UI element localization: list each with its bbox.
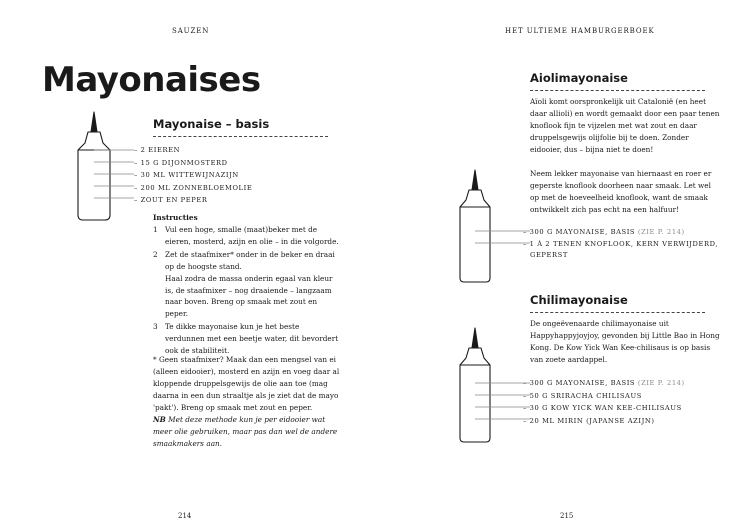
ingredient-item: – 30 G KOW YICK WAN KEE-CHILISAUS	[523, 404, 682, 413]
squeeze-bottle-icon	[457, 326, 532, 448]
aioli-method: Neem lekker mayonaise van hiernaast en roer er geperste knoflook doorheen naar smaak. Let wel op met de hoeveelheid knoflook, want de smaak ontwikkelt zich pas echt na een halfuur!	[530, 169, 712, 214]
instruction-step: 3 Te dikke mayonaise kun je het beste verdunnen met een beetje water, dit bevordert ook de stabiliteit.	[153, 322, 339, 356]
instruction-steps	[153, 224, 341, 358]
chapter-title: Mayonaises	[42, 60, 261, 100]
footnote: * Geen staafmixer? Maak dan een mengsel van ei (alleen eidooier), mosterd en azijn en voeg daar al kloppende druppelsgewijs de olie aan toe (mag daarna in een dun straaltje als je ziet dat de mayo 'pakt'). Breng op smaak met zout en peper.	[153, 355, 340, 412]
nb-text: Met deze methode kun je per eidooier wat meer olie gebruiken, maar pas dan wel de andere smaakmakers aan.	[153, 415, 338, 448]
running-head-right: HET ULTIEME HAMBURGERBOEK	[505, 27, 655, 35]
instructions-heading: Instructies	[153, 213, 198, 222]
squeeze-bottle-icon	[457, 168, 532, 288]
chili-intro: De ongeëvenaarde chilimayonaise uit Happyhappyjoyjoy, gevonden bij Little Bao in Hong Kong. De Kow Yick Wan Kee-chilisaus is op basis van zoete aardappel.	[530, 319, 720, 364]
folio-left: 214	[178, 512, 192, 520]
ingredient-list-chili	[523, 377, 685, 427]
aioli-intro: Aïoli komt oorspronkelijk uit Catalonië (en heet daar allioli) en wordt gemaakt door een paar tenen knoflook fijn te vijzelen met wat zout en daar druppelsgewijs olijfolie bij te doen. Zonder eidooier, dus – bijna niet te doen!	[530, 97, 720, 154]
recipe-title-basis: Mayonaise – basis	[153, 117, 270, 131]
ingredient-item: – 15 G DIJONMOSTERD	[134, 158, 228, 167]
recipe-title-aioli: Aiolimayonaise	[530, 71, 628, 85]
ingredient-item: – 300 G MAYONAISE, BASIS (ZIE P. 214)	[523, 379, 685, 387]
running-head-left: SAUZEN	[172, 27, 210, 35]
ingredient-item: – 200 ML ZONNEBLOEMOLIE	[134, 183, 253, 192]
folio-right: 215	[560, 512, 574, 520]
ingredient-list-basis	[134, 144, 252, 207]
divider-aioli	[530, 90, 705, 91]
ingredient-list-aioli	[523, 226, 728, 261]
squeeze-bottle-icon	[76, 110, 136, 224]
ingredient-item: – 30 ML WITTEWIJNAZIJN	[134, 171, 239, 180]
right-page	[375, 0, 750, 530]
ingredient-item: – 300 G MAYONAISE, BASIS (ZIE P. 214)	[523, 228, 685, 236]
ingredient-item: – 1 À 2 TENEN KNOFLOOK, KERN VERWIJDERD, GEPERST	[523, 239, 719, 259]
nb-label: NB	[153, 415, 166, 424]
ingredient-item: – 2 EIEREN	[134, 146, 181, 154]
divider-chili	[530, 312, 705, 313]
ingredient-item: – 20 ML MIRIN (JAPANSE AZIJN)	[523, 416, 655, 425]
divider-basis	[153, 136, 328, 137]
instruction-step: 1 Vul een hoge, smalle (maat)beker met de eieren, mosterd, azijn en olie – in die volgorde.	[153, 225, 339, 246]
instruction-step: 2 Zet de staafmixer* onder in de beker en draai op de hoogste stand. Haal zodra de massa onderin egaal van kleur is, de staafmixer – nog draaiende – langzaam naar boven. Breng op smaak met zout en peper.	[153, 249, 335, 319]
ingredient-item: – ZOUT EN PEPER	[134, 196, 208, 205]
recipe-title-chili: Chilimayonaise	[530, 293, 628, 307]
ingredient-item: – 50 G SRIRACHA CHILISAUS	[523, 391, 642, 400]
nb-note	[153, 414, 343, 450]
